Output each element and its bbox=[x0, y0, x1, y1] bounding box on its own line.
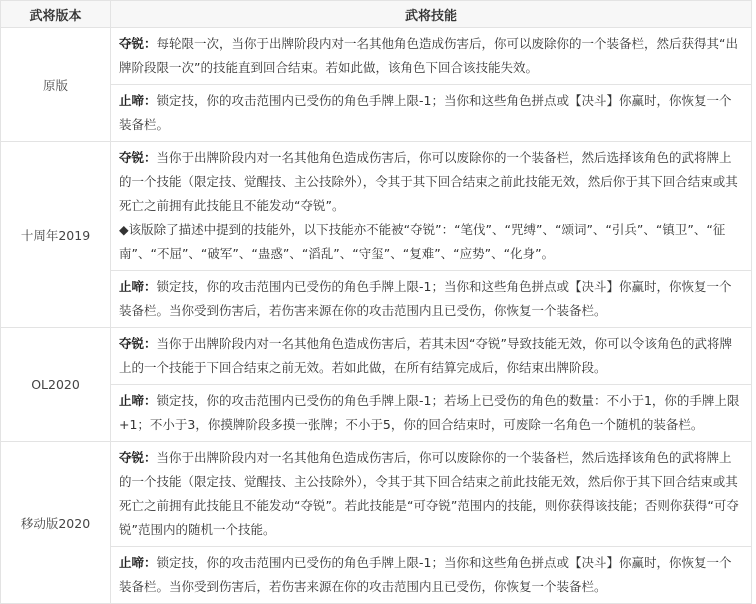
skill-cell bbox=[111, 142, 752, 271]
skill-text: 锁定技，你的攻击范围内已受伤的角色手牌上限-1；当你和这些角色拼点或【决斗】你赢时，你恢复一个装备栏。 bbox=[119, 93, 732, 132]
version-cell: 移动版2020 bbox=[1, 442, 111, 604]
table-row bbox=[1, 271, 752, 328]
skill-note: ◆该版除了描述中提到的技能外，以下技能亦不能被“夺锐”：“笔伐”、“咒缚”、“颂词”、“引兵”、“镇卫”、“征南”、“不屈”、“破军”、“蛊惑”、“滔乱”、“守玺”、“复难”、“应势”、“化身”。 bbox=[119, 222, 726, 261]
version-cell: 十周年2019 bbox=[1, 142, 111, 328]
skill-name: 止啼： bbox=[119, 555, 157, 570]
table-row bbox=[1, 28, 752, 85]
header-skill: 武将技能 bbox=[111, 1, 752, 28]
skill-cell bbox=[111, 547, 752, 604]
skill-name: 夺锐： bbox=[119, 336, 157, 351]
table-row bbox=[1, 385, 752, 442]
table-row bbox=[1, 142, 752, 271]
table-row bbox=[1, 85, 752, 142]
skill-name: 止啼： bbox=[119, 393, 157, 408]
skill-name: 夺锐： bbox=[119, 36, 157, 51]
skill-name: 夺锐： bbox=[119, 450, 157, 465]
table-row bbox=[1, 442, 752, 547]
header-row bbox=[1, 1, 752, 28]
skill-name: 止啼： bbox=[119, 93, 157, 108]
version-cell: OL2020 bbox=[1, 328, 111, 442]
skill-name: 夺锐： bbox=[119, 150, 157, 165]
version-cell: 原版 bbox=[1, 28, 111, 142]
skill-text: 当你于出牌阶段内对一名其他角色造成伤害后，你可以废除你的一个装备栏，然后选择该角色的武将牌上的一个技能（限定技、觉醒技、主公技除外），令其于其下回合结束之前此技能无效，然后你于其下回合结束或其死亡之前拥有此技能且不能发动“夺锐”。 bbox=[119, 150, 738, 213]
skill-text: 当你于出牌阶段内对一名其他角色造成伤害后，你可以废除你的一个装备栏，然后选择该角色的武将牌上的一个技能（限定技、觉醒技、主公技除外），令其于其下回合结束之前此技能无效，然后你于其下回合结束或其死亡之前拥有此技能且不能发动“夺锐”。若此技能是“可夺锐”范围内的技能，则你获得该技能；否则你获得“可夺锐”范围内的随机一个技能。 bbox=[119, 450, 739, 537]
skill-text: 当你于出牌阶段内对一名其他角色造成伤害后，若其未因“夺锐”导致技能无效，你可以令该角色的武将牌上的一个技能于下回合结束之前无效。若如此做，在所有结算完成后，你结束出牌阶段。 bbox=[119, 336, 732, 375]
skill-cell bbox=[111, 385, 752, 442]
skill-text: 每轮限一次，当你于出牌阶段内对一名其他角色造成伤害后，你可以废除你的一个装备栏，然后获得其“出牌阶段限一次”的技能直到回合结束。若如此做，该角色下回合该技能失效。 bbox=[119, 36, 738, 75]
skill-text: 锁定技，你的攻击范围内已受伤的角色手牌上限-1；当你和这些角色拼点或【决斗】你赢时，你恢复一个装备栏。当你受到伤害后，若伤害来源在你的攻击范围内且已受伤，你恢复一个装备栏。 bbox=[119, 555, 732, 594]
header-version: 武将版本 bbox=[1, 1, 111, 28]
skill-cell bbox=[111, 442, 752, 547]
skill-cell bbox=[111, 85, 752, 142]
skill-name: 止啼： bbox=[119, 279, 157, 294]
table-row bbox=[1, 328, 752, 385]
skill-cell bbox=[111, 271, 752, 328]
table-row bbox=[1, 547, 752, 604]
skill-cell bbox=[111, 28, 752, 85]
skill-text: 锁定技，你的攻击范围内已受伤的角色手牌上限-1；当你和这些角色拼点或【决斗】你赢时，你恢复一个装备栏。当你受到伤害后，若伤害来源在你的攻击范围内且已受伤，你恢复一个装备栏。 bbox=[119, 279, 732, 318]
skill-cell bbox=[111, 328, 752, 385]
skill-text: 锁定技，你的攻击范围内已受伤的角色手牌上限-1；若场上已受伤的角色的数量：不小于1，你的手牌上限+1；不小于3，你摸牌阶段多摸一张牌；不小于5，你的回合结束时，可废除一名角色一个随机的装备栏。 bbox=[119, 393, 740, 432]
